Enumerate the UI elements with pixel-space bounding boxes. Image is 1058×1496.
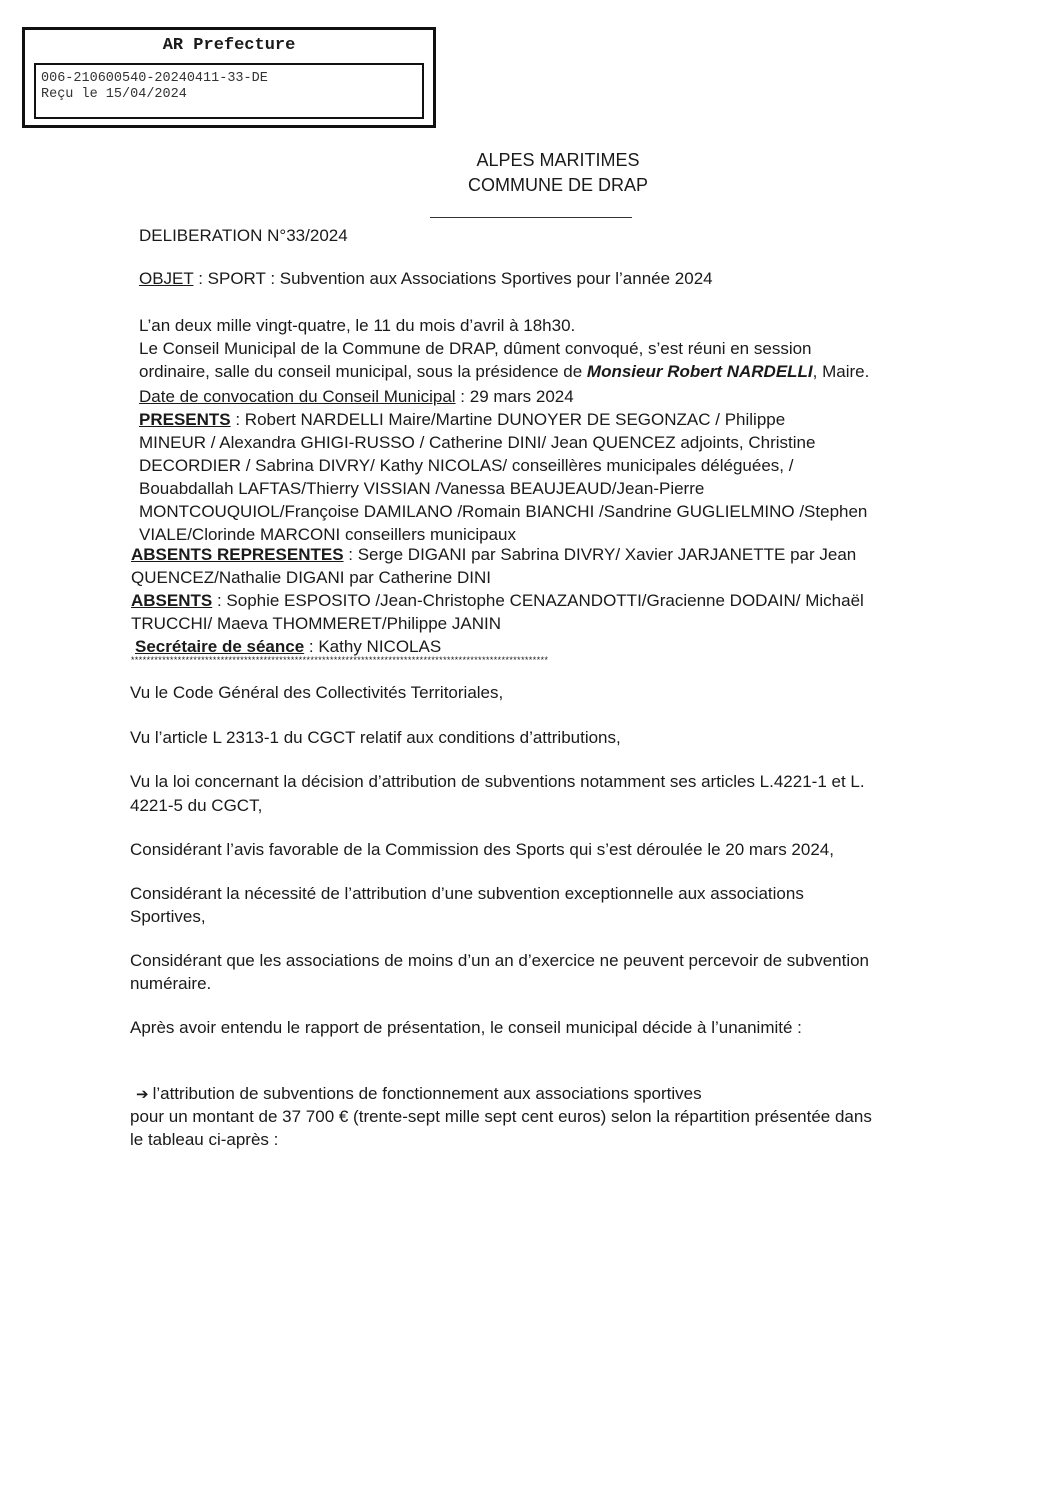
convocation-line — [139, 386, 574, 408]
decision-line-3: le tableau ci-après : — [130, 1130, 279, 1149]
commune-heading: COMMUNE DE DRAP — [467, 175, 648, 195]
necessite-line-1: Considérant la nécessité de l’attribution d’une subvention exceptionnelle aux associations — [130, 884, 804, 903]
absents-represented-label: ABSENTS REPRESENTES — [131, 545, 344, 564]
presents-line-1 — [139, 409, 785, 431]
header-divider — [430, 217, 632, 218]
moins-un-an-line-1: Considérant que les associations de moins d’un an d’exercice ne peuvent percevoir de subvention — [130, 951, 870, 970]
absents-line-2: TRUCCHI/ Maeva THOMMERET/Philippe JANIN — [131, 614, 501, 633]
decision-text: l’attribution de subventions de fonctionnement aux associations sportives — [152, 1084, 702, 1103]
stamp-details — [34, 63, 424, 119]
object-line — [139, 268, 713, 290]
vu-code-line: Vu le Code Général des Collectivités Territoriales, — [130, 683, 504, 702]
presidence-end: , Maire. — [812, 362, 870, 381]
presents-line-6: VIALE/Clorinde MARCONI conseillers municipaux — [139, 525, 516, 544]
stamp-received-date: Reçu le 15/04/2024 — [41, 87, 187, 102]
president-name: Monsieur Robert NARDELLI — [586, 362, 813, 381]
secretary-name: : Kathy NICOLAS — [304, 637, 442, 656]
presents-line-4: Bouabdallah LAFTAS/Thierry VISSIAN /Vanessa BEAUJEAUD/Jean-Pierre — [139, 479, 705, 498]
presents-line-3: DECORDIER / Sabrina DIVRY/ Kathy NICOLAS/ conseillères municipales déléguées, / — [139, 456, 794, 475]
session-date: L’an deux mille vingt-quatre, le 11 du mois d’avril à 18h30. — [139, 316, 576, 335]
convocation-date: : 29 mars 2024 — [455, 387, 574, 406]
secretary-label: Secrétaire de séance — [135, 637, 305, 656]
session-presidence-line — [139, 361, 869, 383]
object-text: : SPORT : Subvention aux Associations Sportives pour l’année 2024 — [193, 269, 713, 288]
department-heading: ALPES MARITIMES — [476, 150, 640, 170]
moins-un-an-line-2: numéraire. — [130, 974, 212, 993]
session-intro-line: Le Conseil Municipal de la Commune de DRAP, dûment convoqué, s’est réuni en session — [139, 339, 812, 358]
decision-line-2: pour un montant de 37 700 € (trente-sept mille sept cent euros) selon la répartition présentée dans — [130, 1107, 872, 1126]
decision-line-1 — [136, 1083, 702, 1106]
vu-article-line: Vu l’article L 2313-1 du CGCT relatif aux conditions d’attributions, — [130, 728, 621, 747]
absents-text: : Sophie ESPOSITO /Jean-Christophe CENAZANDOTTI/Gracienne DODAIN/ Michaël — [212, 591, 864, 610]
stamp-reference: 006-210600540-20240411-33-DE — [41, 71, 268, 86]
vu-loi-line-2: 4221-5 du CGCT, — [130, 796, 263, 815]
decision-intro: Après avoir entendu le rapport de présentation, le conseil municipal décide à l’unanimité : — [130, 1018, 802, 1037]
prefecture-stamp — [22, 27, 436, 128]
arrow-right-icon: ➔ — [136, 1086, 149, 1103]
absents-represented-line-2: QUENCEZ/Nathalie DIGANI par Catherine DINI — [131, 568, 491, 587]
absents-line-1 — [131, 590, 864, 612]
absents-label: ABSENTS — [131, 591, 213, 610]
necessite-line-2: Sportives, — [130, 907, 206, 926]
convocation-label: Date de convocation du Conseil Municipal — [139, 387, 456, 406]
object-label: OBJET — [139, 269, 194, 288]
asterisk-separator: *********************************************************************************************************** — [130, 656, 548, 666]
deliberation-number: DELIBERATION N°33/2024 — [139, 226, 348, 245]
stamp-title: AR Prefecture — [162, 36, 296, 55]
absents-represented-text: : Serge DIGANI par Sabrina DIVRY/ Xavier JARJANETTE par Jean — [343, 545, 857, 564]
absents-represented-line-1 — [131, 544, 856, 566]
presents-text: : Robert NARDELLI Maire/Martine DUNOYER DE SEGONZAC / Philippe — [230, 410, 786, 429]
presidence-text: ordinaire, salle du conseil municipal, sous la présidence de — [139, 362, 587, 381]
presents-line-2: MINEUR / Alexandra GHIGI-RUSSO / Catherine DINI/ Jean QUENCEZ adjoints, Christine — [139, 433, 816, 452]
avis-commission-line: Considérant l’avis favorable de la Commission des Sports qui s’est déroulée le 20 mars 2024, — [130, 840, 834, 859]
presents-line-5: MONTCOUQUIOL/Françoise DAMILANO /Romain BIANCHI /Sandrine GUGLIELMINO /Stephen — [139, 502, 868, 521]
presents-label: PRESENTS — [139, 410, 231, 429]
vu-loi-line-1: Vu la loi concernant la décision d’attribution de subventions notamment ses articles L.4221-1 et L. — [130, 772, 865, 791]
